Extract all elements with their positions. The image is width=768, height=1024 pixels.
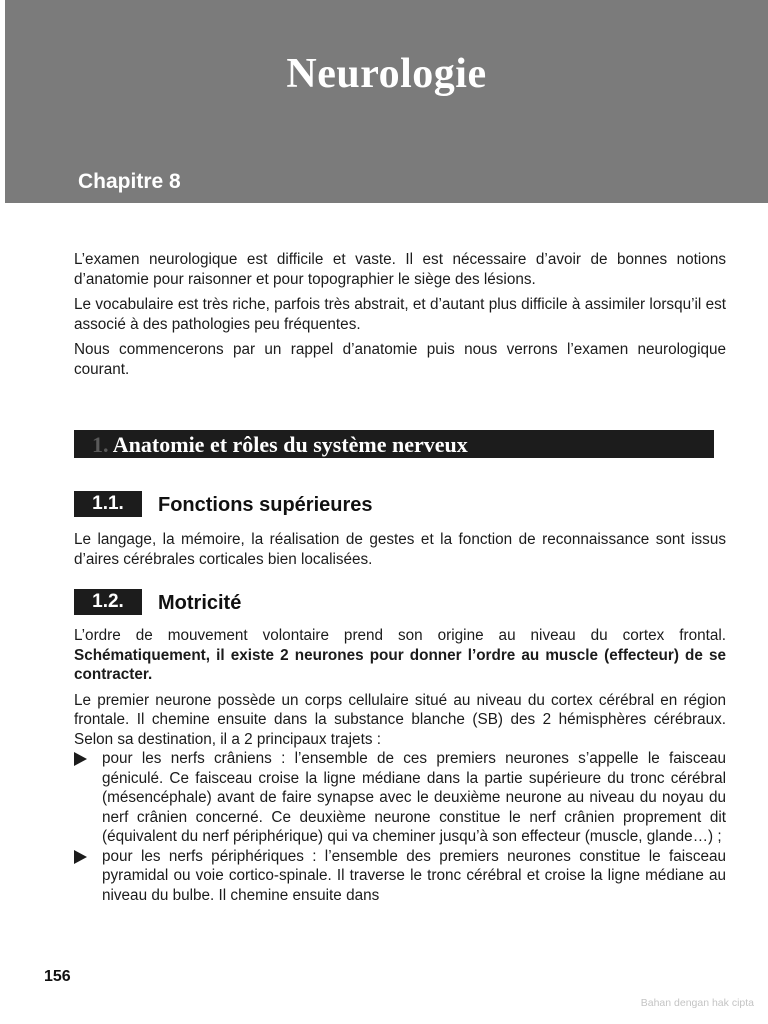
copyright-watermark: Bahan dengan hak cipta	[640, 997, 754, 1009]
bullet-list	[74, 749, 726, 905]
intro-paragraph: L’examen neurologique est difficile et vaste. Il est nécessaire d’avoir de bonnes notions d’anatomie pour raisonner et pour topographier le siège des lésions.	[74, 251, 726, 288]
list-item	[74, 749, 726, 847]
page-number: 156	[44, 968, 71, 985]
list-item-text: pour les nerfs périphériques : l’ensemble des premiers neurones constitue le faisceau pyramidal ou voie cortico-spinale. Il traverse le tronc cérébral et croise la ligne médiane au niveau du bulbe. Il chemine ensuite dans	[102, 847, 726, 904]
chapter-label: Chapitre 8	[78, 170, 181, 193]
section-heading	[92, 432, 468, 458]
motricite-paragraph-1	[74, 626, 726, 685]
subsection-body-1-2	[74, 626, 726, 905]
subsection-number-badge: 1.1.	[74, 491, 142, 517]
triangle-bullet-icon	[74, 752, 87, 766]
chapter-header-band	[5, 0, 768, 203]
subsection-title: Fonctions supérieures	[158, 494, 373, 516]
emphasis-text: Schématiquement, il existe 2 neurones pour donner l’ordre au muscle (effecteur) de se contracter.	[74, 646, 726, 683]
subsection-body-1-1	[74, 530, 726, 569]
subsection-title: Motricité	[158, 592, 242, 614]
section-number: 1.	[92, 432, 109, 457]
section-heading-bar	[74, 430, 714, 458]
paragraph-text: L’ordre de mouvement volontaire prend son origine au niveau du cortex frontal.	[74, 627, 726, 644]
motricite-paragraph-2: Le premier neurone possède un corps cellulaire situé au niveau du cortex cérébral en région frontale. Il chemine ensuite dans la substance blanche (SB) des 2 hémisphères cérébraux. Selon sa destination, il a 2 principaux trajets :	[74, 691, 726, 748]
triangle-bullet-icon	[74, 850, 87, 864]
subsection-paragraph: Le langage, la mémoire, la réalisation de gestes et la fonction de reconnaissance sont issus d’aires cérébrales corticales bien localisées.	[74, 531, 726, 568]
list-item	[74, 847, 726, 906]
list-item-text: pour les nerfs crâniens : l’ensemble de ces premiers neurones s’appelle le faisceau géniculé. Ce faisceau croise la ligne médiane dans la partie supérieure du tronc cérébral (mésencéphale) avant de faire synapse avec le deuxième neurone au niveau du noyau du nerf crânien concerné. Ce deuxième neurone constitue le nerf crânien proprement dit (équivalent du nerf périphérique) qui va cheminer jusqu’à son effecteur (muscle, glande…) ;	[102, 750, 726, 845]
intro-section	[74, 250, 726, 385]
page-title: Neurologie	[286, 51, 487, 97]
section-title-text: Anatomie et rôles du système nerveux	[112, 432, 468, 457]
subsection-number-badge: 1.2.	[74, 589, 142, 615]
intro-paragraph: Nous commencerons par un rappel d’anatomie puis nous verrons l’examen neurologique courant.	[74, 341, 726, 378]
intro-paragraph: Le vocabulaire est très riche, parfois très abstrait, et d’autant plus difficile à assimiler lorsqu’il est associé à des pathologies peu fréquentes.	[74, 296, 726, 333]
